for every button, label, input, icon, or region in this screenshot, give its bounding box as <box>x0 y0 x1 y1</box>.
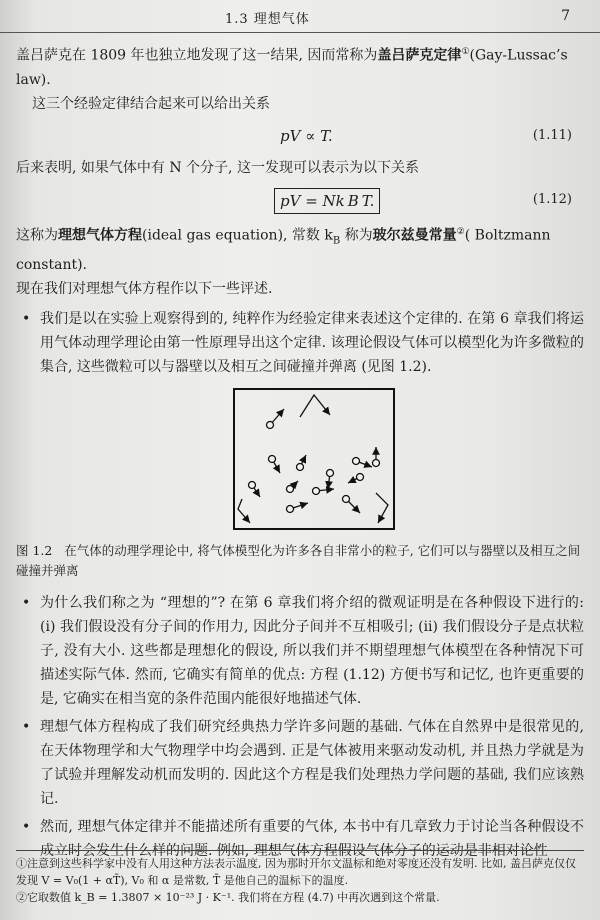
equation-1-11 <box>16 122 584 150</box>
section-title: 1.3 理想气体 <box>225 12 310 27</box>
particle <box>267 422 274 429</box>
footnote-2: ②它取数值 k_B = 1.3807 × 10⁻²³ J · K⁻¹. 我们将在方程 (4.7) 中再次遇到这个常量. <box>16 891 440 904</box>
text-run: (ideal gas equation), 常数 k <box>142 227 333 244</box>
gas-particles-diagram <box>16 385 584 535</box>
figure-caption-text: 在气体的动理学理论中, 将气体模型化为许多各自非常小的粒子, 它们可以与器壁以及相互之间碰撞并弹离 <box>16 543 581 579</box>
text-run: 盖吕萨克在 1809 年也独立地发现了这一结果, 因而常称为 <box>16 47 378 64</box>
page-number: 7 <box>561 8 570 24</box>
particle <box>313 488 320 495</box>
equation-number: (1.12) <box>532 191 572 207</box>
footnote-mark-2: ② <box>456 226 465 237</box>
bounce-path <box>300 395 330 417</box>
bullet-icon: • <box>22 819 31 836</box>
container-box <box>234 389 394 529</box>
list-item-text: 理想气体方程构成了我们研究经典热力学许多问题的基础. 气体在自然界中是很常见的, 在天体物理学和大气物理学中均会遇到. 正是气体被用来驱动发动机, 并且热力学就是为了试验并理解发动机而发明的. 因此这个方程是我们处理热力学问题的基础, 我们应该熟记. <box>40 719 584 808</box>
particle <box>249 482 256 489</box>
equation-expression: pV ∝ T. <box>280 126 333 145</box>
footnote-mark-1: ① <box>461 47 470 57</box>
bullet-list-bottom <box>16 591 584 863</box>
bullet-list-top <box>16 307 584 379</box>
paragraph-gay-lussac <box>16 40 584 92</box>
particle <box>287 486 294 493</box>
subscript: B <box>332 235 341 247</box>
text-run: ( Boltzmann constant). <box>16 227 551 274</box>
term-boltzmann-constant: 玻尔兹曼常量 <box>372 227 457 244</box>
text-run: (Gay-Lussac’s law). <box>16 47 568 88</box>
running-header <box>0 8 600 33</box>
bounce-path <box>376 493 388 523</box>
list-item-text: 为什么我们称之为 “理想的”? 在第 6 章我们将介绍的微观证明是在各种假设下进行的: (i) 我们假设没有分子间的作用力, 因此分子间并不互相吸引; (ii) 我们假设分子是点状粒子, 没有大小. 这些都是理想化的假设, 所以我们并不期望理想气体模型在各种情况下可描述实际气体. 然而, 它确实有简单的优点: 方程 (1.12) 方便书写和记忆, 也许更重要的是, 它确实在相当宽的条件范围内能很好地描述气体. <box>40 595 584 708</box>
equation-number: (1.11) <box>532 127 572 143</box>
list-item <box>16 307 584 379</box>
particle <box>343 496 350 503</box>
bullet-icon: • <box>22 595 31 612</box>
list-item-text: 然而, 理想气体定律并不能描述所有重要的气体, 本书中有几章致力于讨论当各种假设不成立时会发生什么样的问题. 例如, 理想气体方程假设气体分子的运动是非相对论性 <box>40 819 584 860</box>
figure-caption <box>16 541 584 581</box>
list-item-text: 我们是以在实验上观察得到的, 纯粹作为经验定律来表述这个定律的. 在第 6 章我们将运用气体动理学理论由第一性原理导出这个定律. 该理论假设气体可以模型化为许多微粒的集合, 这些微粒可以与器壁以及相互之间碰撞并弹离 (见图 1.2). <box>40 311 584 376</box>
term-ideal-gas-equation: 理想气体方程 <box>58 227 142 244</box>
bullet-icon: • <box>22 311 31 328</box>
particle <box>297 464 304 471</box>
figure-label: 图 1.2 <box>16 543 53 559</box>
paragraph-line: 这三个经验定律结合起来可以给出关系 <box>32 95 270 112</box>
bullet-icon: • <box>22 719 31 736</box>
bounce-path <box>238 499 250 523</box>
paragraph-ideal-gas-equation <box>16 220 584 277</box>
footnote-1: ①注意到这些科学家中没有人用这种方法表示温度, 因为那时开尔文温标和绝对零度还没有发明. 比如, 盖吕萨克仅仅发现 V = V₀(1 + αT̄), V₀ 和 α 是常数, T̄ 是他自己的温标下的温度. <box>16 857 576 887</box>
list-item <box>16 591 584 711</box>
boxed-equation-expression: pV = Nk B T. <box>274 188 380 214</box>
particle <box>327 470 334 477</box>
main-text <box>16 40 584 863</box>
particle <box>357 474 364 481</box>
equation-1-12 <box>16 186 584 214</box>
particle <box>287 506 294 513</box>
footnotes <box>16 850 584 906</box>
text-run: 称为 <box>340 227 373 244</box>
paragraph-line: 现在我们对理想气体方程作以下一些评述. <box>16 281 273 298</box>
term-gay-lussac-law: 盖吕萨克定律 <box>377 47 462 64</box>
particle <box>269 456 276 463</box>
particle <box>353 458 360 465</box>
figure-kinetic-gas-box <box>16 385 584 535</box>
paragraph-n-molecules: 后来表明, 如果气体中有 N 个分子, 这一发现可以表示为以下关系 <box>16 159 419 176</box>
text-run: 这称为 <box>16 227 58 244</box>
list-item <box>16 715 584 811</box>
particle <box>373 460 380 467</box>
